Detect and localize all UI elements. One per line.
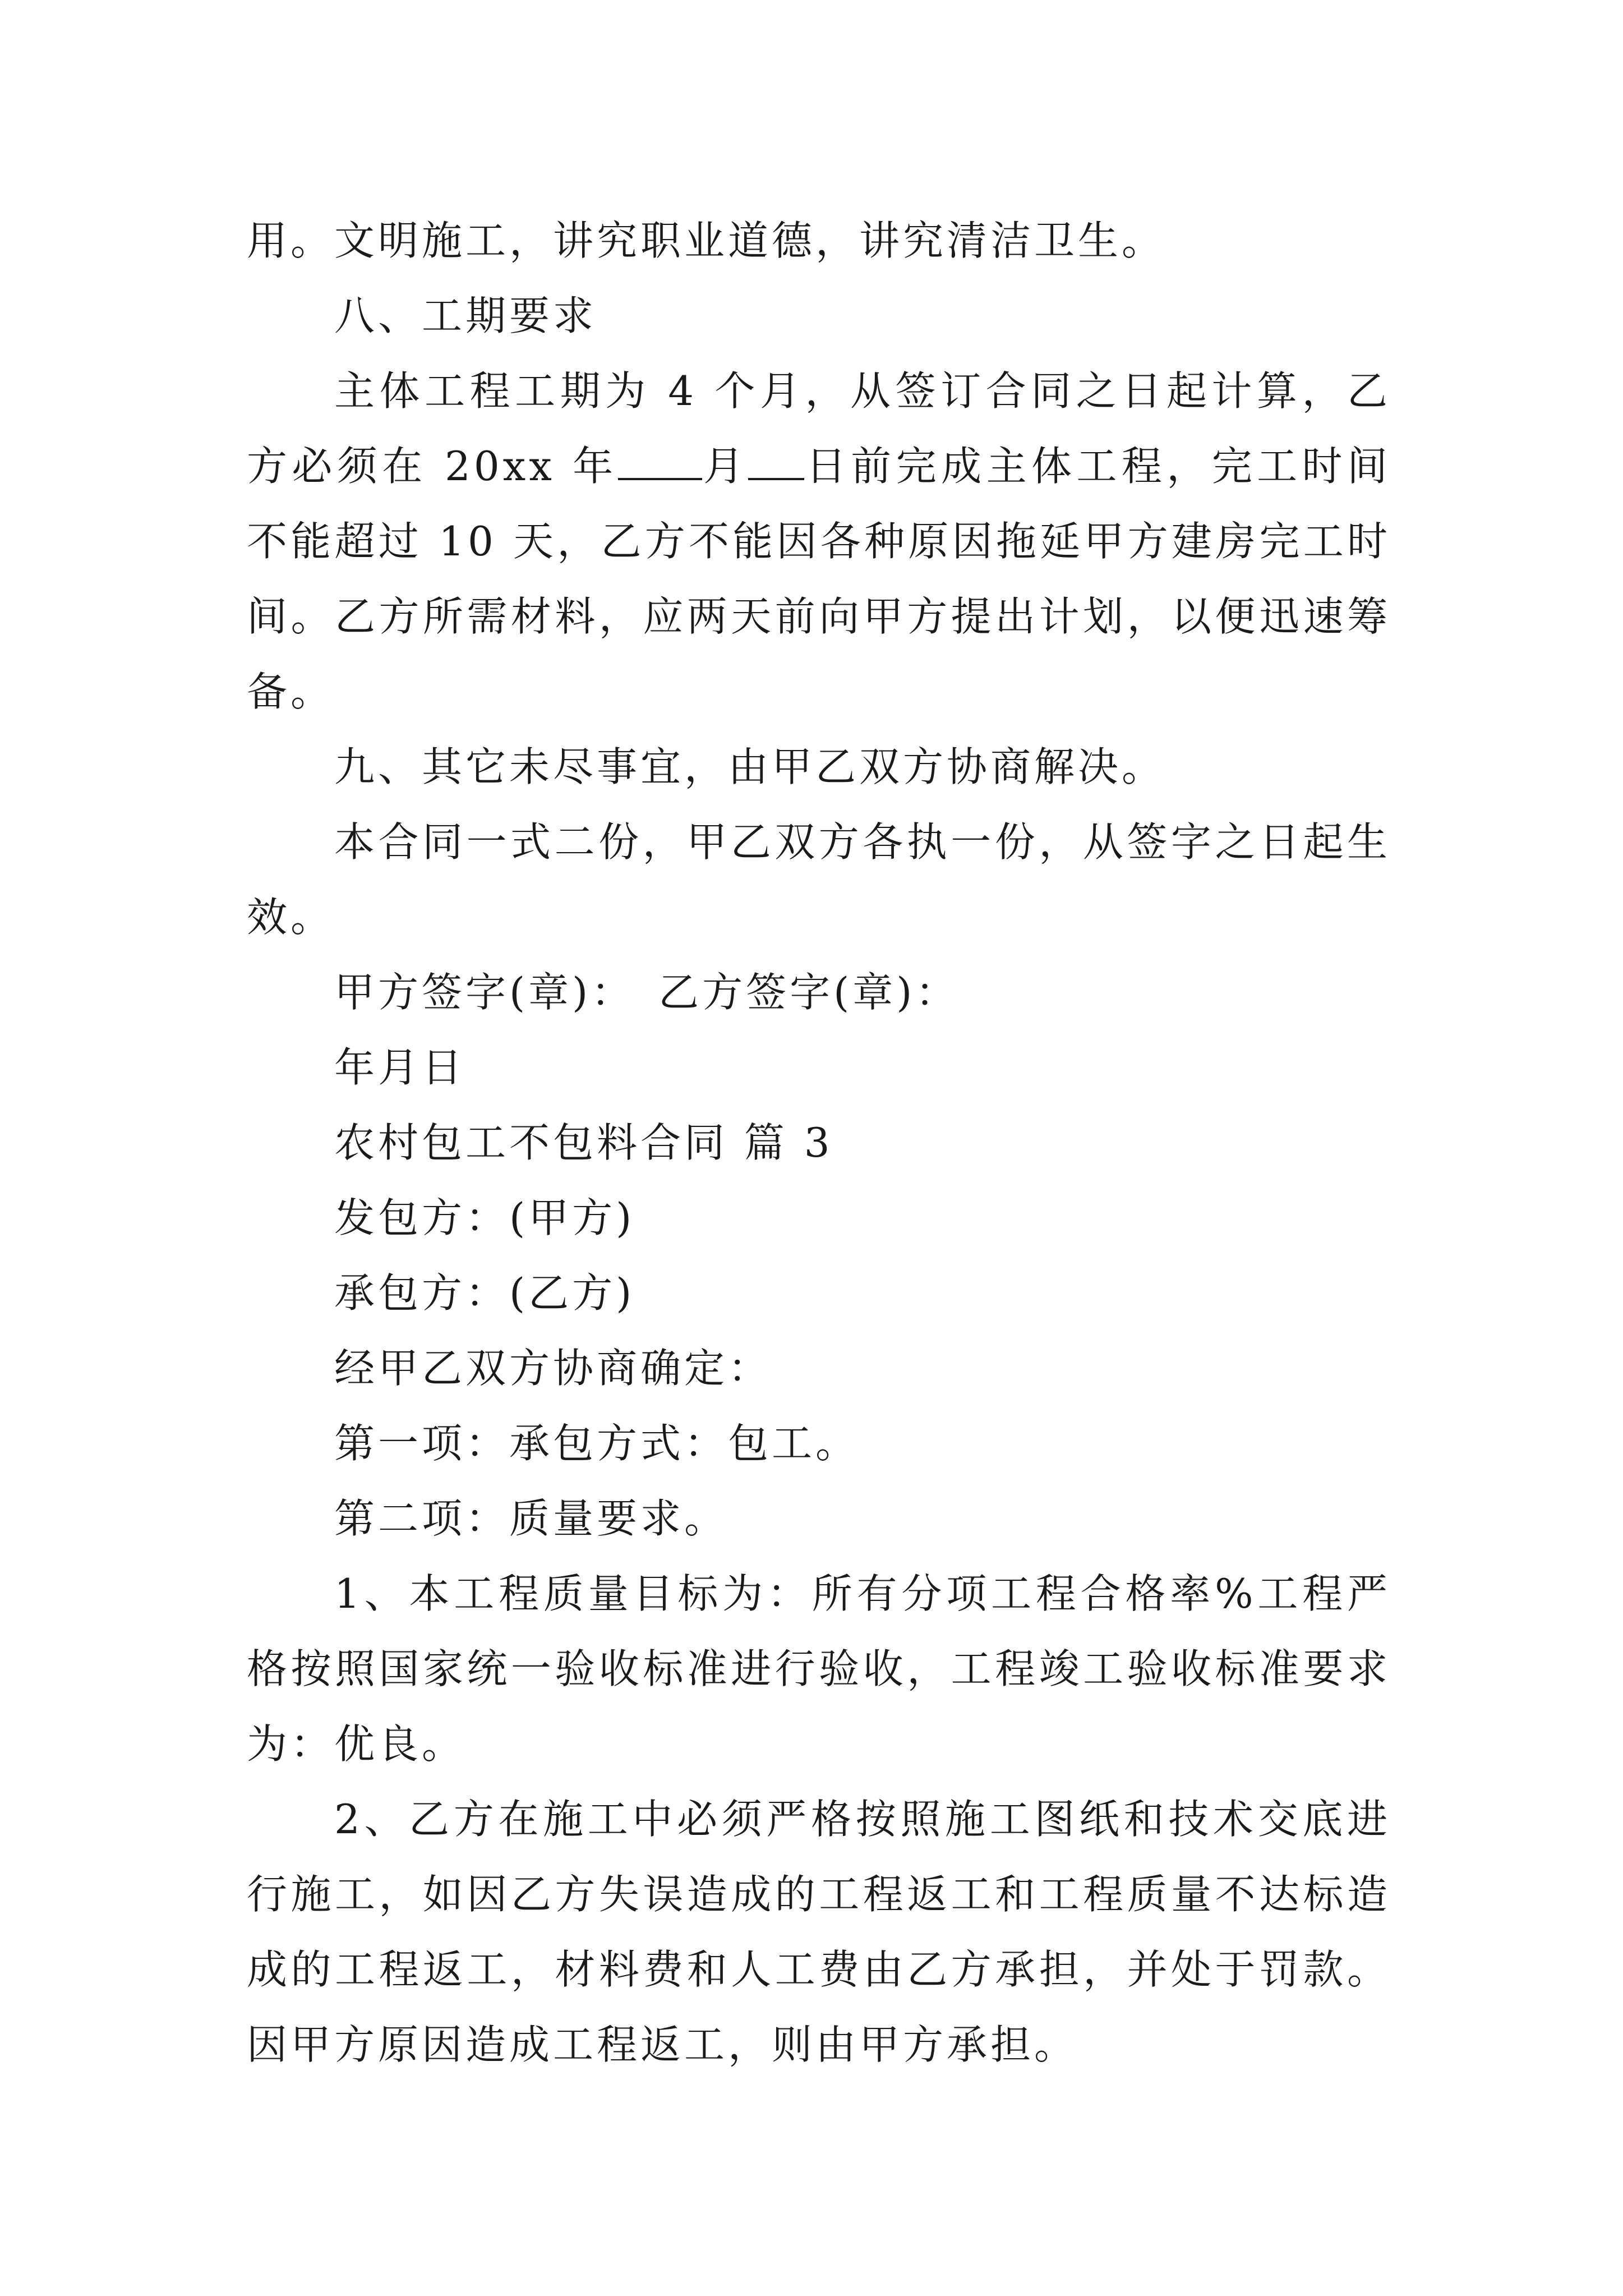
section-heading-schedule: 八、工期要求 [334, 292, 597, 339]
blank-day [748, 434, 804, 480]
quality-clause-1: 1、本工程质量目标为：所有分项工程合格率%工程严格按照国家统一验收标准进行验收，工程竣工验收标准要求为：优良。 [247, 1570, 1391, 1768]
item-1: 第一项：承包方式：包工。 [334, 1420, 860, 1467]
party-b-line: 承包方：(乙方) [334, 1269, 635, 1317]
quality-clause-2: 2、乙方在施工中必须严格按照施工图纸和技术交底进行施工，如因乙方失误造成的工程返工和工程质量不达标造成的工程返工，材料费和人工费由乙方承担，并处于罚款。因甲方原因造成工程返工，则由甲方承担。 [247, 1796, 1391, 2068]
schedule-text-month: 月 [702, 443, 749, 490]
document-body [247, 203, 1391, 2082]
paragraph-schedule [247, 353, 1391, 729]
agreement-intro: 经甲乙双方协商确定： [334, 1345, 772, 1392]
section-heading-other: 九、其它未尽事宜，由甲乙双方协商解决。 [334, 743, 1166, 790]
signature-line: 甲方签字(章)： 乙方签字(章)： [334, 969, 960, 1016]
schedule-text-a: 主体工程工期为 4 个月，从签订合同之日起计算，乙方必须在 20xx 年 [247, 367, 1391, 490]
schedule-text-c: 日前完成主体工程，完工时间不能超过 10 天，乙方不能因各种原因拖延甲方建房完工时间。乙方所需材料，应两天前向甲方提出计划，以便迅速筹备。 [247, 443, 1391, 715]
paragraph-copies: 本合同一式二份，甲乙双方各执一份，从签字之日起生效。 [247, 818, 1391, 941]
paragraph-civilized-construction: 用。文明施工，讲究职业道德，讲究清洁卫生。 [247, 217, 1166, 264]
contract-title-3: 农村包工不包料合同 篇 3 [334, 1119, 833, 1166]
blank-month [618, 434, 702, 480]
item-2: 第二项：质量要求。 [334, 1495, 728, 1542]
party-a-line: 发包方：(甲方) [334, 1194, 635, 1241]
date-line: 年月日 [334, 1044, 466, 1091]
